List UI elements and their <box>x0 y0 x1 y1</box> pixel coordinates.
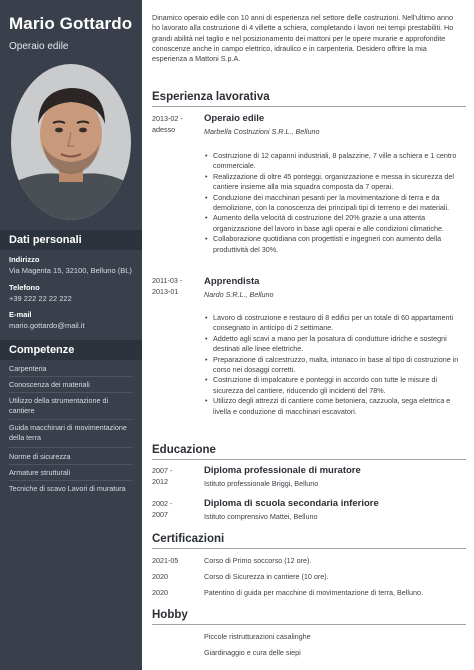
hobby-heading: Hobby <box>152 609 188 621</box>
address-label: Indirizzo <box>9 255 40 264</box>
education-date-end: 2007 <box>152 509 168 519</box>
job-title: Operaio edile <box>204 113 265 124</box>
education-school: Istituto comprensivo Mattei, Belluno <box>204 512 318 521</box>
certification-date: 2020 <box>152 572 168 581</box>
job-date-start: 2011-03 - <box>152 276 183 285</box>
job-bullet: • Preparazione di calcestruzzo, malta, intonaco in base al tipo di costruzione in corso nei dosaggi corretti. <box>204 355 466 376</box>
certification-text: Corso di Primo soccorso (12 ore). <box>204 556 312 565</box>
job-date-start: 2013-02 - <box>152 114 183 123</box>
education-title: Diploma di scuola secondaria inferiore <box>204 498 379 509</box>
skill-item: Tecniche di scavo Lavori di muratura <box>9 484 126 493</box>
skill-item: Guida macchinari di movimentazione della terra <box>9 423 127 442</box>
phone-value: +39 222 22 22 222 <box>9 294 72 303</box>
certification-date: 2021-05 <box>152 556 179 565</box>
phone-label: Telefono <box>9 283 40 292</box>
job-bullet: • Realizzazione di oltre 45 ponteggi, organizzazione e messa in sicurezza del cantiere insieme alla mia squadra composta da 7 operai. <box>204 172 466 193</box>
skill-divider <box>9 419 133 420</box>
job-date <box>152 276 198 297</box>
candidate-name: Mario Gottardo <box>9 14 133 33</box>
skill-item: Carpenteria <box>9 364 47 373</box>
hobby-item: Giardinaggio e cura delle siepi <box>204 648 301 657</box>
skills-heading: Competenze <box>0 340 142 360</box>
main-content <box>142 0 474 670</box>
education-date <box>152 466 198 487</box>
profile-summary: Dinamico operaio edile con 10 anni di esperienza nel settore delle costruzioni. Nell'ultimo anno ho lavorato alla costruzione di 4 villette a schiera, completando i lavori nei tempi prestabiliti. Ho grandi abilità nel taglio e nel posizionamento dei mattoni per le opere murarie e approfondite conoscenze anche in campo elettrico, idraulico e in carpenteria. Desidero offrire la mia esperienza a Mattoni S.p.A. <box>152 13 454 64</box>
job-company: Marbella Costruzioni S.R.L., Belluno <box>204 127 320 136</box>
education-date <box>152 499 198 520</box>
email-value[interactable]: mario.gottardo@mail.it <box>9 321 85 330</box>
certification-text: Patentino di guida per macchine di movimentazione di terra, Belluno. <box>204 588 423 597</box>
experience-divider <box>152 106 466 107</box>
profile-photo <box>11 64 131 220</box>
job-bullets <box>204 313 466 417</box>
skill-divider <box>9 392 133 393</box>
skill-divider <box>9 480 133 481</box>
hobby-item: Piccole ristrutturazioni casalinghe <box>204 632 311 641</box>
address-value: Via Magenta 15, 32100, Belluno (BL) <box>9 266 132 275</box>
skill-item: Utilizzo della strumentazione di cantiere <box>9 396 109 415</box>
job-title: Apprendista <box>204 276 260 287</box>
skill-item: Conoscenza dei materiali <box>9 380 90 389</box>
email-label: E-mail <box>9 310 32 319</box>
job-bullet: • Lavoro di costruzione e restauro di 8 edifici per un totale di 60 appartamenti consegnato in anticipo di 2 settimane. <box>204 313 466 334</box>
job-date <box>152 114 198 135</box>
skill-divider <box>9 376 133 377</box>
sidebar <box>0 0 142 670</box>
skill-divider <box>9 464 133 465</box>
job-bullet: • Collaborazione quotidiana con progettisti e ingegneri con aumento della produttività del 30%. <box>204 234 466 255</box>
job-bullet: • Costruzione di 12 capanni industriali, 8 palazzine, 7 ville a schiera e 1 centro commerciale. <box>204 151 466 172</box>
certifications-divider <box>152 548 466 549</box>
job-company: Nardo S.R.L., Belluno <box>204 290 274 299</box>
candidate-role: Operaio edile <box>9 41 69 52</box>
education-school: Istituto professionale Briggi, Belluno <box>204 479 319 488</box>
education-date-end: 2012 <box>152 476 168 486</box>
job-date-end: 2013-01 <box>152 286 179 296</box>
job-bullet: • Conduzione dei macchinari pesanti per la movimentazione di terra e da demolizione, con la conoscenza dei principali tipi di terreno e dei materiali. <box>204 193 466 214</box>
hobby-divider <box>152 624 466 625</box>
job-bullet: • Utilizzo degli attrezzi di cantiere come betoniera, cazzuola, sega elettrica e livella e conduzione di macchinari escavatori. <box>204 396 466 417</box>
certification-date: 2020 <box>152 588 168 597</box>
job-date-end: adesso <box>152 124 176 134</box>
certifications-heading: Certificazioni <box>152 533 225 545</box>
education-heading: Educazione <box>152 444 216 456</box>
education-title: Diploma professionale di muratore <box>204 465 361 476</box>
job-bullet: • Aumento della velocità di costruzione del 20% grazie a una attenta organizzazione del lavoro in base agli operai e alle condizioni climatiche. <box>204 213 466 234</box>
personal-data-heading: Dati personali <box>0 230 142 250</box>
experience-heading: Esperienza lavorativa <box>152 91 270 103</box>
education-divider <box>152 459 466 460</box>
job-bullet: • Costruzione di impalcature e ponteggi in accordo con tutte le misure di sicurezza del cantiere, riducendo gli incidenti del 78%. <box>204 375 466 396</box>
education-date-start: 2007 - <box>152 466 173 475</box>
job-bullet: • Addetto agli scavi a mano per la posatura di condutture idriche e sostegni destinati alle linee elettriche. <box>204 334 466 355</box>
skill-item: Norme di sicurezza <box>9 452 71 461</box>
certification-text: Corso di Sicurezza in cantiere (10 ore). <box>204 572 329 581</box>
skill-item: Armature strutturali <box>9 468 71 477</box>
education-date-start: 2002 - <box>152 499 173 508</box>
job-bullets <box>204 151 466 255</box>
skill-divider <box>9 447 133 448</box>
